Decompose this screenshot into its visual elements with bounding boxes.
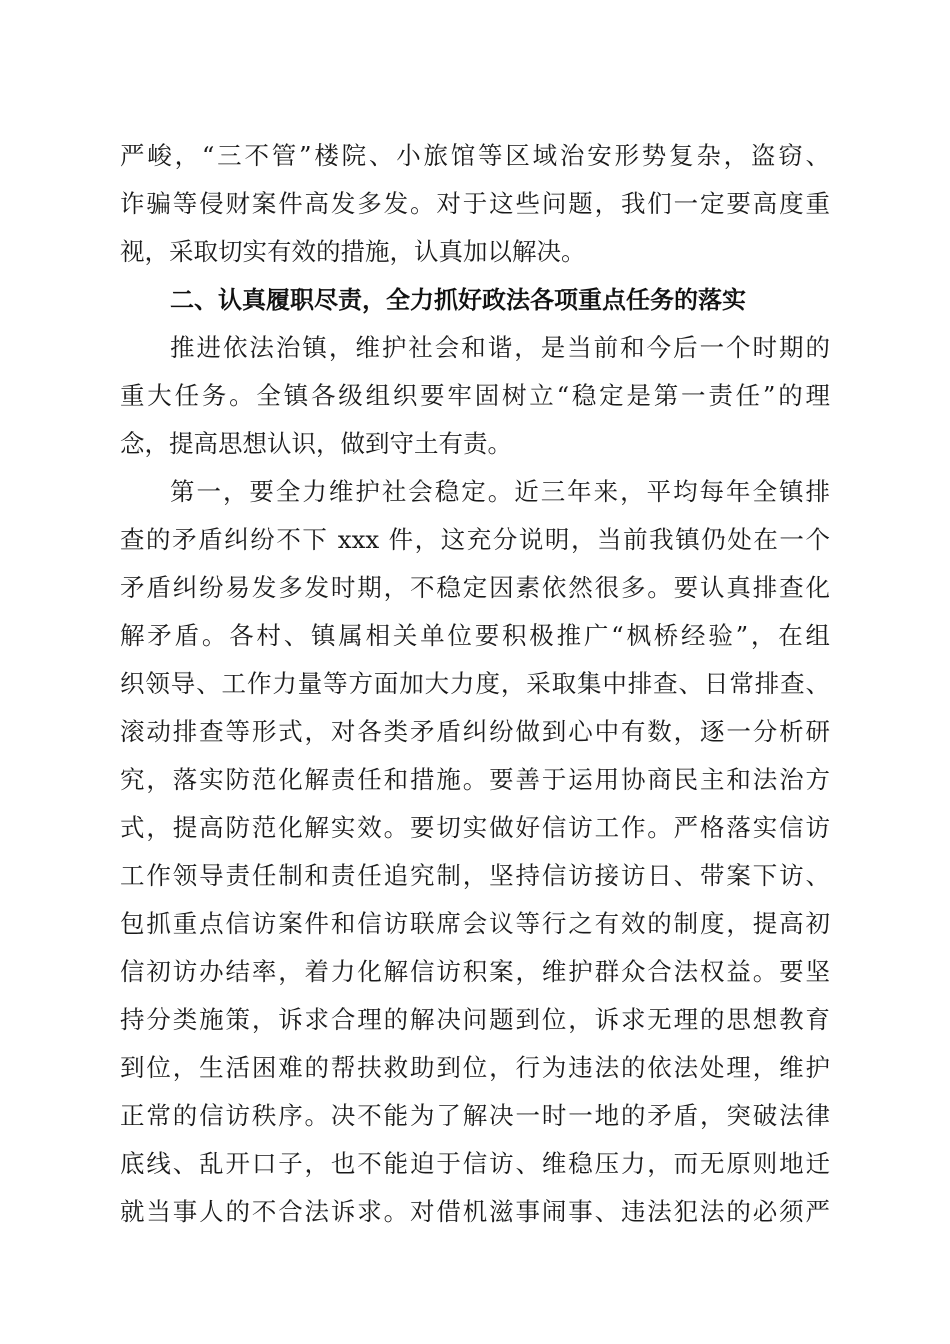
text-line: 织领导、工作力量等方面加大力度，采取集中排查、日常排查、: [120, 669, 830, 698]
text-line: 就当事人的不合法诉求。对借机滋事闹事、违法犯法的必须严: [120, 1197, 830, 1226]
text-line: 视，采取切实有效的措施，认真加以解决。: [120, 237, 586, 266]
text-line: 推进依法治镇，维护社会和谐，是当前和今后一个时期的: [170, 333, 830, 362]
text-line: 严峻，“三不管”楼院、小旅馆等区域治安形势复杂，盗窃、: [120, 141, 830, 170]
text-line: 矛盾纠纷易发多发时期，不稳定因素依然很多。要认真排查化: [120, 573, 830, 602]
text-line: 信初访办结率，着力化解信访积案，维护群众合法权益。要坚: [120, 957, 830, 986]
text-line: 究，落实防范化解责任和措施。要善于运用协商民主和法治方: [120, 765, 830, 794]
section-heading: 二、认真履职尽责，全力抓好政法各项重点任务的落实: [170, 286, 746, 314]
text-line: 包抓重点信访案件和信访联席会议等行之有效的制度，提高初: [120, 909, 830, 938]
text-line: 滚动排查等形式，对各类矛盾纠纷做到心中有数，逐一分析研: [120, 717, 830, 746]
text-line: 第一，要全力维护社会稳定。近三年来，平均每年全镇排: [170, 477, 830, 506]
text-line: 查的矛盾纠纷不下 xxx 件，这充分说明，当前我镇仍处在一个: [120, 525, 830, 554]
text-line: 底线、乱开口子，也不能迫于信访、维稳压力，而无原则地迁: [120, 1149, 830, 1178]
text-line: 工作领导责任制和责任追究制，坚持信访接访日、带案下访、: [120, 861, 830, 890]
text-line: 到位，生活困难的帮扶救助到位，行为违法的依法处理，维护: [120, 1053, 830, 1082]
text-line: 持分类施策，诉求合理的解决问题到位，诉求无理的思想教育: [120, 1005, 830, 1034]
text-line: 重大任务。全镇各级组织要牢固树立“稳定是第一责任”的理: [120, 381, 830, 410]
text-line: 诈骗等侵财案件高发多发。对于这些问题，我们一定要高度重: [120, 189, 830, 218]
text-line: 式，提高防范化解实效。要切实做好信访工作。严格落实信访: [120, 813, 830, 842]
text-line: 解矛盾。各村、镇属相关单位要积极推广“枫桥经验”，在组: [120, 621, 830, 650]
text-line: 正常的信访秩序。决不能为了解决一时一地的矛盾，突破法律: [120, 1101, 830, 1130]
text-line: 念，提高思想认识，做到守土有责。: [120, 429, 512, 458]
